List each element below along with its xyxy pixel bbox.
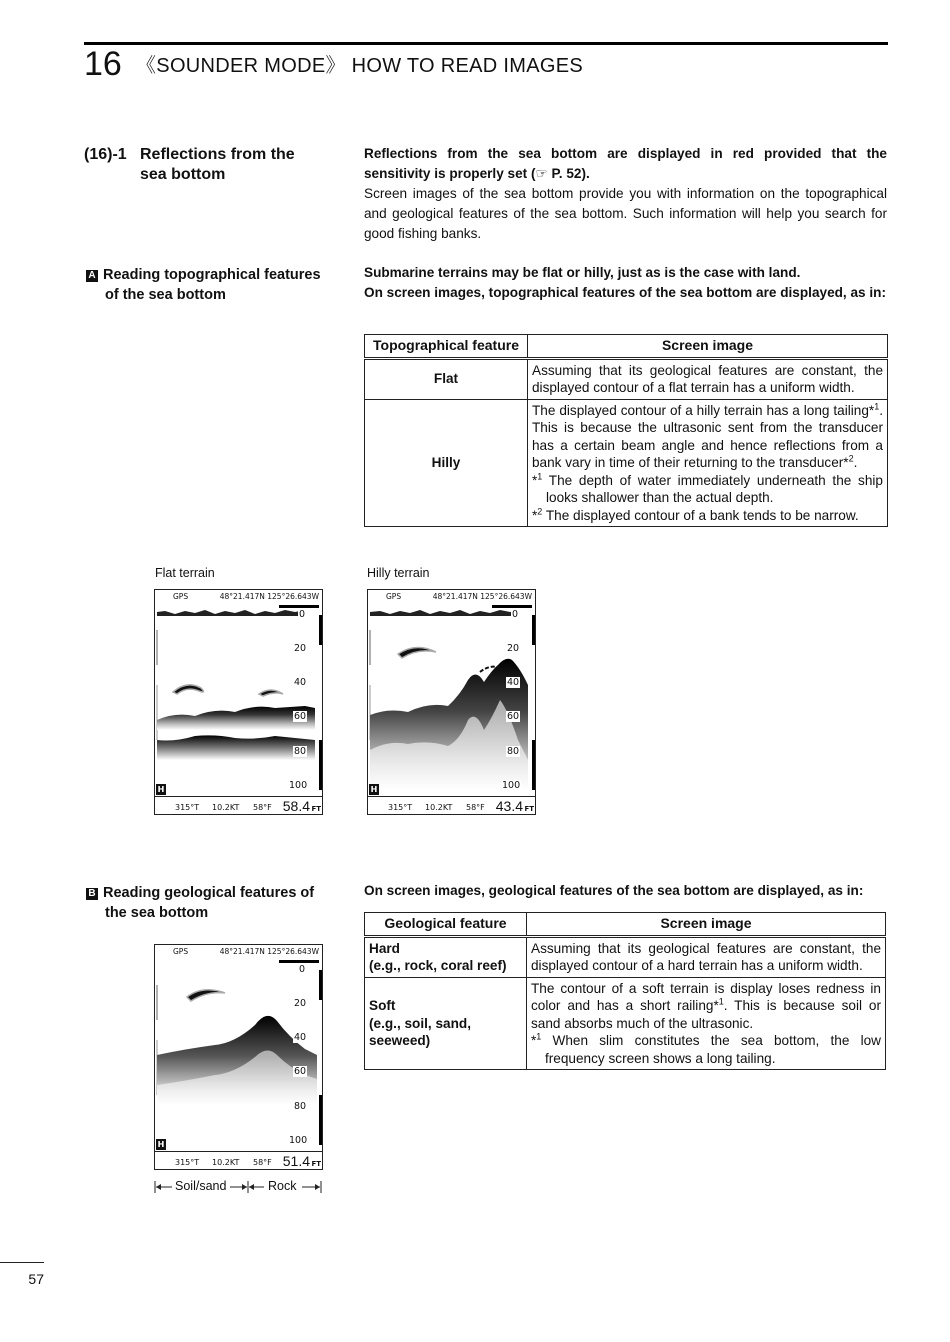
- subsection-a-title-line2: of the sea bottom: [105, 287, 226, 303]
- section-title-line2: sea bottom: [140, 166, 226, 183]
- hilly-text-1: The displayed contour of a hilly terrain has a long tailing*: [532, 402, 875, 418]
- geo-col-image: Screen image: [527, 913, 886, 937]
- topo-col-image: Screen image: [528, 335, 888, 359]
- topographical-table: [364, 334, 888, 527]
- hilly-scale-60: 60: [507, 711, 520, 722]
- hilly-scale-80: 80: [507, 746, 520, 757]
- geo-temp: 58°F: [253, 1158, 272, 1167]
- rock-label: Rock: [268, 1179, 297, 1193]
- table-row: [365, 936, 886, 977]
- soil-sand-label: Soil/sand: [175, 1179, 227, 1193]
- geo-feature-soft-examples-2: seeweed): [369, 1033, 431, 1048]
- topo-feature-flat: Flat: [365, 358, 528, 399]
- flat-gps-label: GPS: [173, 592, 189, 601]
- subsection-b-lead: On screen images, geological features of the sea bottom are displayed, as in:: [364, 883, 864, 898]
- flat-terrain-screen: [154, 589, 323, 815]
- geo-scale-40: 40: [294, 1032, 307, 1043]
- table-row: [365, 977, 886, 1070]
- marker-a: A: [86, 270, 98, 282]
- geo-scale-80: 80: [294, 1101, 307, 1112]
- section-title-line1: Reflections from the: [140, 146, 295, 163]
- hilly-sup-2: 2: [848, 453, 854, 464]
- hilly-speed: 10.2KT: [425, 803, 453, 812]
- flat-depth-unit: FT: [311, 805, 321, 813]
- flat-temp: 58°F: [253, 803, 272, 812]
- geo-speed: 10.2KT: [212, 1158, 240, 1167]
- hilly-scale-0: 0: [512, 609, 519, 620]
- geo-feature-hard-examples: (e.g., rock, coral reef): [369, 958, 507, 973]
- geo-position: 48°21.417N 125°26.643W: [219, 947, 319, 956]
- flat-heading: 315°T: [175, 803, 200, 812]
- section-intro-text: Screen images of the sea bottom provide you with information on the topographical and geological features of the sea bottom. Such information will help you search for good fishing banks.: [364, 186, 887, 241]
- geo-col-feature: Geological feature: [365, 913, 527, 937]
- table-row: [365, 399, 888, 527]
- geo-heading: 315°T: [175, 1158, 200, 1167]
- marker-b: B: [86, 888, 98, 900]
- geological-screen: [154, 944, 323, 1170]
- footnote-mark: *: [532, 472, 538, 488]
- geo-scale-20: 20: [294, 998, 307, 1009]
- soft-text-1: The contour of a soft terrain is display loses redness in color and has a short railing*: [531, 980, 881, 1013]
- section-intro: [364, 144, 887, 244]
- geological-table: [364, 912, 886, 1070]
- hilly-gps-label: GPS: [386, 592, 402, 601]
- flat-scale-40: 40: [294, 677, 307, 688]
- footnote-text: The displayed contour of a bank tends to be narrow.: [542, 507, 859, 523]
- topo-desc-flat: Assuming that its geological features are constant, the displayed contour of a flat terrain has a uniform width.: [528, 358, 888, 399]
- hilly-footnote-2: [532, 507, 883, 525]
- flat-caption: Flat terrain: [155, 566, 215, 580]
- topo-col-feature: Topographical feature: [365, 335, 528, 359]
- hilly-heading: 315°T: [388, 803, 413, 812]
- subsection-a-title-line1: Reading topographical features: [103, 267, 321, 283]
- geo-feature-soft: [365, 977, 527, 1070]
- geo-status-bottom: [155, 1151, 322, 1169]
- soft-sup-1: 1: [718, 996, 724, 1007]
- geo-scale-0: 0: [299, 964, 306, 975]
- hilly-scale-20: 20: [507, 643, 520, 654]
- flat-scale-100: 100: [289, 780, 308, 791]
- topo-desc-hilly: [528, 399, 888, 527]
- geo-mode-indicator: H: [157, 1140, 165, 1149]
- footnote-mark: *: [532, 507, 538, 523]
- geo-feature-soft-examples-1: (e.g., soil, sand,: [369, 1015, 471, 1031]
- hilly-scale-100: 100: [502, 780, 521, 791]
- flat-scale-0: 0: [299, 609, 306, 620]
- geo-feature-soft-name: Soft: [369, 998, 396, 1013]
- section-intro-bold: Reflections from the sea bottom are displayed in red provided that the sensitivity is properly set (☞ P. 52).: [364, 146, 887, 181]
- footnote-mark: *: [531, 1033, 537, 1048]
- hilly-depth: 43.4: [495, 798, 523, 814]
- hilly-mode-indicator: H: [370, 785, 378, 794]
- geo-depth: 51.4: [282, 1153, 310, 1169]
- subsection-a-lead: [364, 263, 887, 303]
- header-rule: [84, 42, 888, 45]
- section-heading: [84, 145, 334, 185]
- footnote-sup: 1: [536, 1031, 542, 1042]
- subsection-b-title-line1: Reading geological features of: [103, 885, 315, 901]
- flat-mode-indicator: H: [157, 785, 165, 794]
- hilly-depth-unit: FT: [524, 805, 534, 813]
- flat-scale-20: 20: [294, 643, 307, 654]
- hilly-terrain-screen: [367, 589, 536, 815]
- flat-scale-60: 60: [294, 711, 307, 722]
- hilly-temp: 58°F: [466, 803, 485, 812]
- section-number: (16)-1: [84, 146, 127, 163]
- hilly-sup-1: 1: [874, 400, 880, 411]
- table-row: [365, 358, 888, 399]
- hilly-text-3: .: [853, 455, 858, 470]
- chapter-title: 《SOUNDER MODE》 HOW TO READ IMAGES: [136, 55, 583, 77]
- geo-desc-hard: Assuming that its geological features are constant, the displayed contour of a hard terrain has a uniform width.: [527, 936, 886, 977]
- soft-footnote-1: [531, 1032, 881, 1067]
- footnote-sup: 1: [537, 470, 543, 481]
- subsection-a-lead-line1: Submarine terrains may be flat or hilly, just as is the case with land.: [364, 265, 801, 280]
- footnote-text: When slim constitutes the sea bottom, the low frequency screen shows a long tailing.: [541, 1033, 881, 1066]
- geo-feature-hard-name: Hard: [369, 940, 400, 956]
- geo-desc-soft: [527, 977, 886, 1070]
- topo-feature-hilly: Hilly: [365, 399, 528, 527]
- hilly-text-2: . This is because the ultrasonic sent from the transducer has a certain beam angle and hence reflections from a bank vary in time of their returning to the transducer*: [532, 402, 883, 470]
- subsection-a-lead-line2: On screen images, topographical features of the sea bottom are displayed, as in:: [364, 285, 886, 300]
- geo-gps-label: GPS: [173, 947, 189, 956]
- subsection-a-heading: [86, 265, 336, 305]
- geo-depth-unit: FT: [311, 1160, 321, 1168]
- hilly-status-bottom: [368, 796, 535, 814]
- chapter-number: 16: [84, 45, 122, 83]
- flat-depth: 58.4: [282, 798, 310, 814]
- flat-speed: 10.2KT: [212, 803, 240, 812]
- hilly-caption: Hilly terrain: [367, 566, 430, 580]
- hilly-scale-40: 40: [507, 677, 520, 688]
- footnote-text: The depth of water immediately underneath the ship looks shallower than the actual depth.: [542, 472, 883, 505]
- flat-status-bottom: [155, 796, 322, 814]
- flat-position: 48°21.417N 125°26.643W: [219, 592, 319, 601]
- geo-scale-100: 100: [289, 1135, 308, 1146]
- subsection-b-heading: [86, 883, 336, 923]
- geo-feature-hard: [365, 936, 527, 977]
- subsection-b-title-line2: the sea bottom: [105, 905, 209, 921]
- geo-scale-60: 60: [294, 1066, 307, 1077]
- page-number: 57: [0, 1262, 44, 1287]
- footnote-sup: 2: [537, 505, 543, 516]
- hilly-position: 48°21.417N 125°26.643W: [432, 592, 532, 601]
- flat-scale-80: 80: [294, 746, 307, 757]
- hilly-footnote-1: [532, 472, 883, 507]
- soft-text-2: . This is because soil or sand absorbs much of the ultrasonic.: [531, 998, 881, 1031]
